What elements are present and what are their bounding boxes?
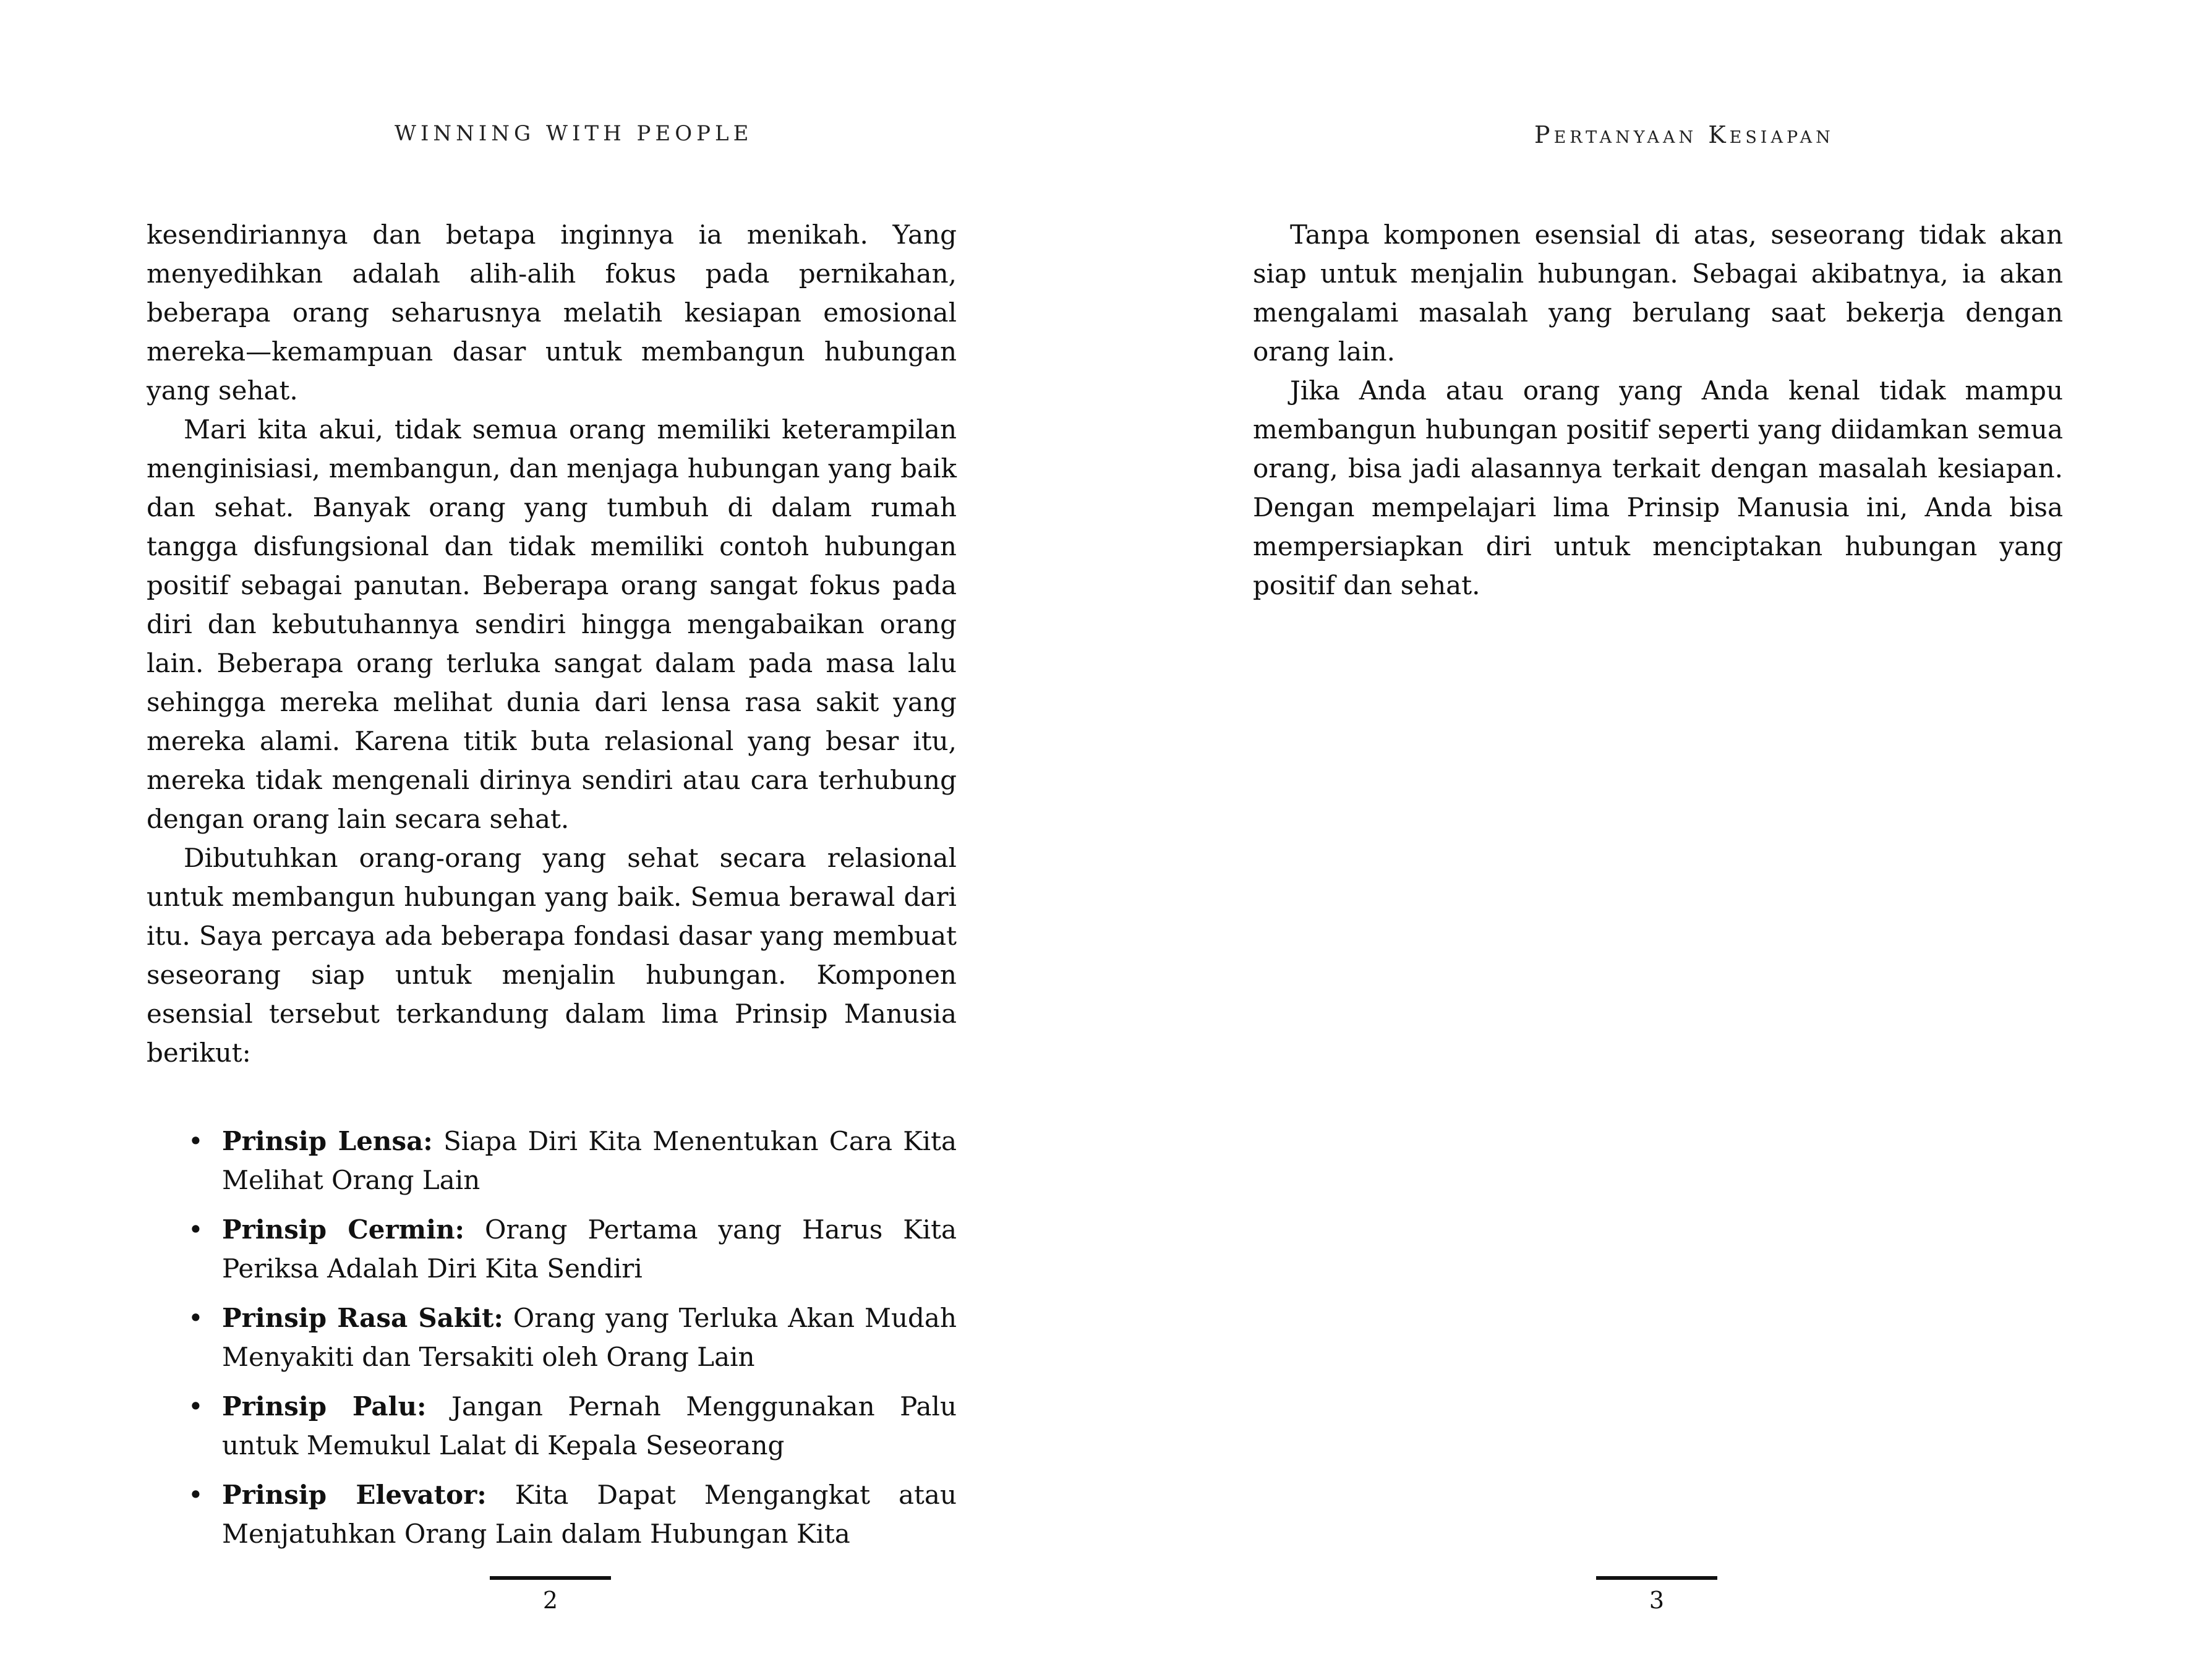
bullet-icon: • [188, 1303, 203, 1333]
principle-text: Siapa Diri Kita Menentukan Cara Kita Melihat Orang Lain [222, 1126, 957, 1195]
bullet-icon: • [188, 1391, 203, 1422]
left-page-body [147, 215, 957, 1564]
left-page [0, 0, 1095, 1680]
running-head-chapter-title: Pertanyaan Kesiapan [1534, 121, 1834, 148]
folio-rule [1596, 1576, 1717, 1580]
paragraph-2: Mari kita akui, tidak semua orang memiliki keterampilan menginisiasi, membangun, dan menjaga hubungan yang baik dan sehat. Banyak orang yang tumbuh di dalam rumah tangga disfungsional dan tidak memiliki contoh hubungan positif sebagai panutan. Beberapa orang sangat fokus pada diri dan kebutuhannya sendiri hingga mengabaikan orang lain. Beberapa orang terluka sangat dalam pada masa lalu sehingga mereka melihat dunia dari lensa rasa sakit yang mereka alami. Karena titik buta relasional yang besar itu, mereka tidak mengenali dirinya sendiri atau cara terhubung dengan orang lain secara sehat. [147, 414, 957, 834]
principle-text: Jangan Pernah Menggunakan Palu untuk Memukul Lalat di Kepala Seseorang [222, 1391, 957, 1460]
principle-name: Prinsip Cermin: [222, 1214, 465, 1245]
page-number: 3 [1649, 1587, 1665, 1614]
principles-list [147, 1122, 957, 1553]
principle-item-elevator [188, 1475, 957, 1553]
bullet-icon: • [188, 1480, 203, 1510]
principle-item-lensa [188, 1122, 957, 1200]
paragraph-1: Tanpa komponen esensial di atas, seseorang tidak akan siap untuk menjalin hubungan. Sebagai akibatnya, ia akan mengalami masalah yang berulang saat bekerja dengan orang lain. [1253, 220, 2063, 367]
principle-item-cermin [188, 1210, 957, 1288]
paragraph-3: Dibutuhkan orang-orang yang sehat secara relasional untuk membangun hubungan yang baik. Semua berawal dari itu. Saya percaya ada beberapa fondasi dasar yang membuat seseorang siap untuk menjalin hubungan. Komponen esensial tersebut terkandung dalam lima Prinsip Manusia berikut: [147, 843, 957, 1068]
right-page [1095, 0, 2191, 1680]
page-number: 2 [542, 1587, 558, 1614]
principle-text: Orang Pertama yang Harus Kita Periksa Adalah Diri Kita Sendiri [222, 1214, 957, 1284]
right-page-body [1253, 215, 2063, 605]
folio-rule [490, 1576, 611, 1580]
principle-item-palu [188, 1387, 957, 1465]
bullet-icon: • [188, 1126, 203, 1156]
principle-name: Prinsip Lensa: [222, 1126, 433, 1156]
principle-text: Kita Dapat Mengangkat atau Menjatuhkan Orang Lain dalam Hubungan Kita [222, 1480, 957, 1549]
principle-name: Prinsip Elevator: [222, 1480, 487, 1510]
bullet-icon: • [188, 1214, 203, 1245]
principle-text: Orang yang Terluka Akan Mudah Menyakiti dan Tersakiti oleh Orang Lain [222, 1303, 957, 1372]
running-head-book-title: WINNING WITH PEOPLE [395, 121, 753, 146]
principle-item-rasa-sakit [188, 1298, 957, 1376]
paragraph-2: Jika Anda atau orang yang Anda kenal tidak mampu membangun hubungan positif seperti yang diidamkan semua orang, bisa jadi alasannya terkait dengan masalah kesiapan. Dengan mempelajari lima Prinsip Manusia ini, Anda bisa mempersiapkan diri untuk menciptakan hubungan yang positif dan sehat. [1253, 375, 2063, 600]
principle-name: Prinsip Palu: [222, 1391, 427, 1422]
paragraph-1: kesendiriannya dan betapa inginnya ia menikah. Yang menyedihkan adalah alih-alih fokus pada pernikahan, beberapa orang seharusnya melatih kesiapan emosional mereka—kemampuan dasar untuk membangun hubungan yang sehat. [147, 220, 957, 406]
principle-name: Prinsip Rasa Sakit: [222, 1303, 503, 1333]
